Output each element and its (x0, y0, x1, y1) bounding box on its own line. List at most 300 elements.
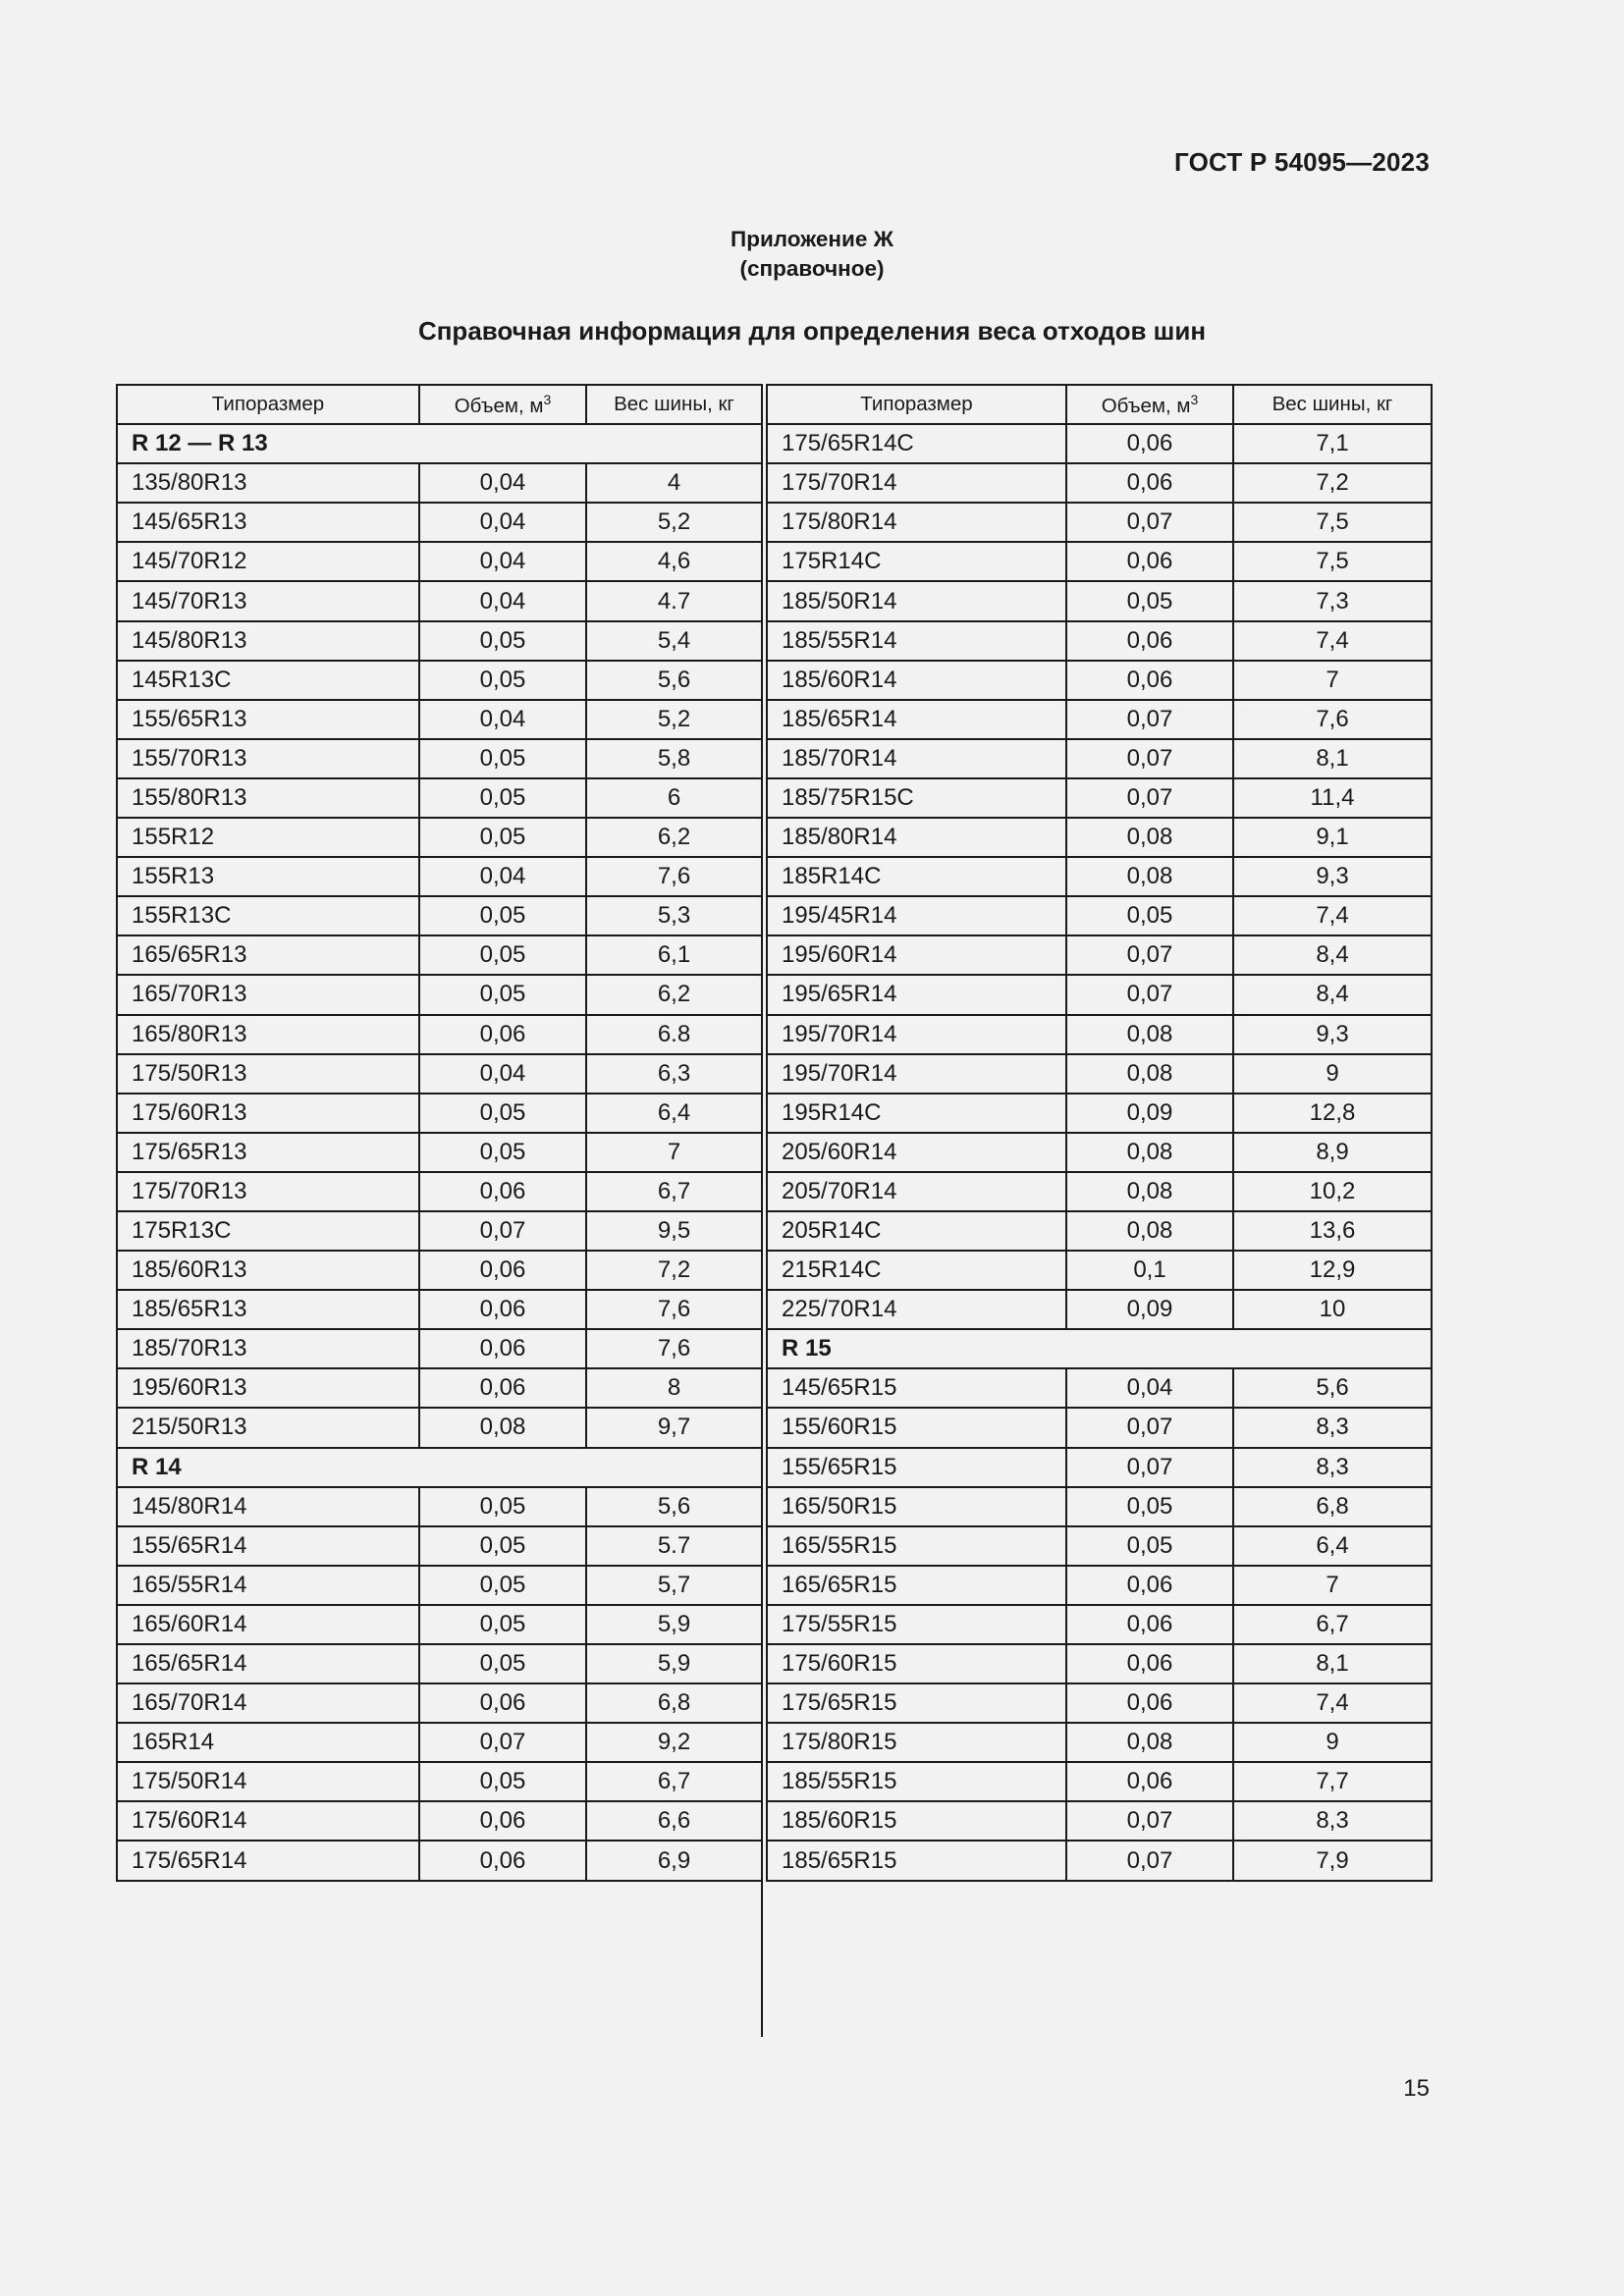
column-header-volume: Объем, $м^3$ (1066, 385, 1233, 424)
weight-cell: 7,5 (1233, 503, 1432, 542)
volume-cell: 0,08 (1066, 857, 1233, 896)
weight-cell: 9,2 (586, 1723, 762, 1762)
table-row (117, 1723, 762, 1762)
table-row (767, 1015, 1432, 1054)
volume-cell: 0,05 (419, 621, 586, 661)
size-cell: 145/65R15 (767, 1368, 1066, 1408)
table-row (117, 975, 762, 1014)
weight-cell: 5,9 (586, 1644, 762, 1683)
size-cell: 185/75R15C (767, 778, 1066, 818)
size-cell: 205R14C (767, 1211, 1066, 1251)
size-cell: 165R14 (117, 1723, 419, 1762)
volume-cell: 0,04 (419, 463, 586, 503)
size-cell: 165/50R15 (767, 1487, 1066, 1526)
table-row (117, 1841, 762, 1880)
table-row (117, 1054, 762, 1094)
volume-cell: 0,05 (1066, 1526, 1233, 1566)
weight-cell: 9 (1233, 1723, 1432, 1762)
weight-cell: 9,5 (586, 1211, 762, 1251)
group-row (767, 1329, 1432, 1368)
weight-cell: 7 (586, 1133, 762, 1172)
table-row (117, 896, 762, 935)
size-cell: 135/80R13 (117, 463, 419, 503)
weight-cell: 12,9 (1233, 1251, 1432, 1290)
table-row (767, 424, 1432, 463)
annex-heading (0, 225, 1624, 284)
table-row (117, 1487, 762, 1526)
weight-cell: 8,3 (1233, 1408, 1432, 1447)
table-row (117, 1094, 762, 1133)
volume-cell: 0,05 (419, 1605, 586, 1644)
volume-cell: 0,08 (419, 1408, 586, 1447)
volume-cell: 0,06 (1066, 1762, 1233, 1801)
table-row (767, 1723, 1432, 1762)
table-row (767, 503, 1432, 542)
weight-cell: 9,3 (1233, 857, 1432, 896)
size-cell: 175/65R15 (767, 1683, 1066, 1723)
weight-cell: 7 (1233, 1566, 1432, 1605)
table-row (117, 739, 762, 778)
weight-cell: 5,4 (586, 621, 762, 661)
weight-cell: 6,7 (1233, 1605, 1432, 1644)
weight-cell: 6.8 (586, 1015, 762, 1054)
volume-cell: 0,07 (1066, 503, 1233, 542)
size-cell: 195/70R14 (767, 1015, 1066, 1054)
table-row (767, 1841, 1432, 1880)
volume-cell: 0,05 (1066, 1487, 1233, 1526)
weight-cell: 5,8 (586, 739, 762, 778)
size-cell: 145R13C (117, 661, 419, 700)
table-row (767, 1251, 1432, 1290)
weight-cell: 6,2 (586, 975, 762, 1014)
table-row (767, 463, 1432, 503)
volume-cell: 0,04 (419, 503, 586, 542)
table-row (117, 542, 762, 581)
table-row (117, 1644, 762, 1683)
weight-cell: 12,8 (1233, 1094, 1432, 1133)
volume-cell: 0,07 (419, 1723, 586, 1762)
table-row (117, 1211, 762, 1251)
volume-cell: 0,08 (1066, 1211, 1233, 1251)
volume-cell: 0,05 (419, 661, 586, 700)
annex-kind: (справочное) (739, 256, 885, 281)
size-cell: 175/50R14 (117, 1762, 419, 1801)
weight-cell: 7,2 (1233, 463, 1432, 503)
size-cell: 175/70R13 (117, 1172, 419, 1211)
volume-cell: 0,07 (1066, 700, 1233, 739)
table-row (117, 1683, 762, 1723)
volume-cell: 0,05 (419, 1526, 586, 1566)
document-code: ГОСТ Р 54095—2023 (1174, 147, 1430, 177)
size-cell: 185/65R13 (117, 1290, 419, 1329)
volume-cell: 0,05 (419, 1094, 586, 1133)
size-cell: 195/60R14 (767, 935, 1066, 975)
size-cell: 175/65R14C (767, 424, 1066, 463)
volume-cell: 0,09 (1066, 1290, 1233, 1329)
group-label: R 14 (117, 1448, 762, 1487)
table-row (767, 1683, 1432, 1723)
weight-cell: 5,3 (586, 896, 762, 935)
volume-cell: 0,06 (419, 1683, 586, 1723)
weight-cell: 7,9 (1233, 1841, 1432, 1880)
weight-cell: 7,3 (1233, 581, 1432, 620)
table-row (117, 1329, 762, 1368)
volume-cell: 0,06 (419, 1801, 586, 1841)
size-cell: 195/70R14 (767, 1054, 1066, 1094)
volume-cell: 0,06 (1066, 1566, 1233, 1605)
size-cell: 185/60R13 (117, 1251, 419, 1290)
table-row (767, 1094, 1432, 1133)
volume-cell: 0,07 (1066, 778, 1233, 818)
volume-cell: 0,07 (1066, 1801, 1233, 1841)
volume-cell: 0,07 (1066, 975, 1233, 1014)
weight-cell: 10 (1233, 1290, 1432, 1329)
table-row (117, 1015, 762, 1054)
size-cell: 155R12 (117, 818, 419, 857)
volume-cell: 0,07 (419, 1211, 586, 1251)
column-header-size: Типоразмер (117, 385, 419, 424)
table-row (767, 1526, 1432, 1566)
size-cell: 145/80R13 (117, 621, 419, 661)
weight-cell: 6 (586, 778, 762, 818)
volume-cell: 0,06 (1066, 661, 1233, 700)
weight-cell: 8,1 (1233, 739, 1432, 778)
weight-cell: 9,7 (586, 1408, 762, 1447)
size-cell: 165/80R13 (117, 1015, 419, 1054)
weight-cell: 7,6 (586, 857, 762, 896)
weight-cell: 7,7 (1233, 1762, 1432, 1801)
weight-cell: 7,4 (1233, 621, 1432, 661)
volume-cell: 0,05 (1066, 896, 1233, 935)
weight-cell: 10,2 (1233, 1172, 1432, 1211)
group-label: R 15 (767, 1329, 1432, 1368)
weight-cell: 9 (1233, 1054, 1432, 1094)
group-label: R 12 — R 13 (117, 424, 762, 463)
volume-cell: 0,04 (419, 700, 586, 739)
size-cell: 155/65R15 (767, 1448, 1066, 1487)
weight-cell: 7,4 (1233, 1683, 1432, 1723)
weight-cell: 5,7 (586, 1566, 762, 1605)
size-cell: 165/65R15 (767, 1566, 1066, 1605)
volume-cell: 0,06 (1066, 621, 1233, 661)
table-header-row (767, 385, 1432, 424)
volume-cell: 0,06 (1066, 1683, 1233, 1723)
weight-cell: 7 (1233, 661, 1432, 700)
volume-cell: 0,04 (419, 1054, 586, 1094)
size-cell: 185/65R14 (767, 700, 1066, 739)
volume-cell: 0,05 (419, 1762, 586, 1801)
table-row (117, 463, 762, 503)
size-cell: 215R14C (767, 1251, 1066, 1290)
size-cell: 175/65R14 (117, 1841, 419, 1880)
weight-cell: 6,1 (586, 935, 762, 975)
size-cell: 175/55R15 (767, 1605, 1066, 1644)
tire-table-left (116, 384, 763, 1882)
size-cell: 145/65R13 (117, 503, 419, 542)
volume-cell: 0,08 (1066, 818, 1233, 857)
weight-cell: 11,4 (1233, 778, 1432, 818)
column-header-size: Типоразмер (767, 385, 1066, 424)
volume-cell: 0,08 (1066, 1054, 1233, 1094)
table-row (117, 1526, 762, 1566)
weight-cell: 5,6 (586, 661, 762, 700)
volume-cell: 0,04 (419, 581, 586, 620)
size-cell: 185/55R15 (767, 1762, 1066, 1801)
volume-cell: 0,08 (1066, 1015, 1233, 1054)
size-cell: 145/70R12 (117, 542, 419, 581)
group-row (117, 1448, 762, 1487)
size-cell: 165/65R14 (117, 1644, 419, 1683)
size-cell: 155R13C (117, 896, 419, 935)
size-cell: 175/50R13 (117, 1054, 419, 1094)
weight-cell: 7,6 (586, 1290, 762, 1329)
weight-cell: 6,7 (586, 1762, 762, 1801)
table-row (117, 1368, 762, 1408)
volume-cell: 0,05 (419, 1133, 586, 1172)
size-cell: 175/80R15 (767, 1723, 1066, 1762)
volume-cell: 0,04 (419, 857, 586, 896)
table-row (117, 1172, 762, 1211)
size-cell: 155/70R13 (117, 739, 419, 778)
weight-cell: 7,6 (586, 1329, 762, 1368)
table-row (767, 581, 1432, 620)
table-row (117, 503, 762, 542)
table-row (117, 1566, 762, 1605)
size-cell: 165/60R14 (117, 1605, 419, 1644)
size-cell: 175/60R14 (117, 1801, 419, 1841)
weight-cell: 5,9 (586, 1605, 762, 1644)
table-row (767, 1605, 1432, 1644)
size-cell: 215/50R13 (117, 1408, 419, 1447)
size-cell: 155/80R13 (117, 778, 419, 818)
volume-cell: 0,07 (1066, 1448, 1233, 1487)
volume-cell: 0,06 (419, 1368, 586, 1408)
size-cell: 175/60R15 (767, 1644, 1066, 1683)
weight-cell: 8,4 (1233, 935, 1432, 975)
size-cell: 165/70R13 (117, 975, 419, 1014)
table-row (767, 935, 1432, 975)
volume-cell: 0,05 (419, 1487, 586, 1526)
table-row (767, 1408, 1432, 1447)
table-row (117, 581, 762, 620)
weight-cell: 9,1 (1233, 818, 1432, 857)
size-cell: 185/60R14 (767, 661, 1066, 700)
volume-cell: 0,06 (419, 1841, 586, 1880)
volume-cell: 0,08 (1066, 1723, 1233, 1762)
size-cell: 165/70R14 (117, 1683, 419, 1723)
weight-cell: 4,6 (586, 542, 762, 581)
weight-cell: 6,6 (586, 1801, 762, 1841)
table-row (767, 1566, 1432, 1605)
size-cell: 165/55R14 (117, 1566, 419, 1605)
table-row (117, 621, 762, 661)
volume-cell: 0,08 (1066, 1133, 1233, 1172)
table-row (117, 700, 762, 739)
table-row (767, 1762, 1432, 1801)
weight-cell: 7,2 (586, 1251, 762, 1290)
table-row (767, 700, 1432, 739)
size-cell: 195/60R13 (117, 1368, 419, 1408)
volume-cell: 0,06 (419, 1251, 586, 1290)
table-row (767, 896, 1432, 935)
table-row (117, 1133, 762, 1172)
volume-cell: 0,05 (419, 896, 586, 935)
volume-cell: 0,04 (419, 542, 586, 581)
volume-cell: 0,05 (1066, 581, 1233, 620)
weight-cell: 8,9 (1233, 1133, 1432, 1172)
weight-cell: 6,9 (586, 1841, 762, 1880)
table-row (767, 1172, 1432, 1211)
volume-cell: 0,06 (1066, 1644, 1233, 1683)
size-cell: 175R13C (117, 1211, 419, 1251)
table-row (767, 1644, 1432, 1683)
volume-cell: 0,05 (419, 935, 586, 975)
table-row (767, 1368, 1432, 1408)
table-row (117, 818, 762, 857)
volume-cell: 0,06 (419, 1329, 586, 1368)
size-cell: 185R14C (767, 857, 1066, 896)
table-row (767, 661, 1432, 700)
table-header-row (117, 385, 762, 424)
volume-cell: 0,06 (1066, 542, 1233, 581)
table-row (117, 778, 762, 818)
size-cell: 175/65R13 (117, 1133, 419, 1172)
weight-cell: 6,8 (586, 1683, 762, 1723)
weight-cell: 5.7 (586, 1526, 762, 1566)
table-row (767, 818, 1432, 857)
column-header-volume: Объем, $м^3$ (419, 385, 586, 424)
size-cell: 155/65R14 (117, 1526, 419, 1566)
size-cell: 155R13 (117, 857, 419, 896)
volume-cell: 0,1 (1066, 1251, 1233, 1290)
size-cell: 195/45R14 (767, 896, 1066, 935)
table-row (767, 1133, 1432, 1172)
page-title: Справочная информация для определения веса отходов шин (417, 316, 1207, 346)
table-row (767, 1290, 1432, 1329)
volume-cell: 0,06 (1066, 1605, 1233, 1644)
size-cell: 205/70R14 (767, 1172, 1066, 1211)
size-cell: 185/70R14 (767, 739, 1066, 778)
table-row (117, 1408, 762, 1447)
tire-table-right (766, 384, 1433, 1882)
weight-cell: 6,4 (1233, 1526, 1432, 1566)
weight-cell: 8 (586, 1368, 762, 1408)
size-cell: 155/60R15 (767, 1408, 1066, 1447)
size-cell: 185/80R14 (767, 818, 1066, 857)
weight-cell: 4 (586, 463, 762, 503)
table-row (767, 542, 1432, 581)
size-cell: 185/50R14 (767, 581, 1066, 620)
size-cell: 185/65R15 (767, 1841, 1066, 1880)
weight-cell: 7,5 (1233, 542, 1432, 581)
group-row (117, 424, 762, 463)
volume-cell: 0,09 (1066, 1094, 1233, 1133)
weight-cell: 8,3 (1233, 1801, 1432, 1841)
weight-cell: 5,2 (586, 700, 762, 739)
weight-cell: 8,4 (1233, 975, 1432, 1014)
weight-cell: 6,8 (1233, 1487, 1432, 1526)
size-cell: 195/65R14 (767, 975, 1066, 1014)
weight-cell: 7,6 (1233, 700, 1432, 739)
size-cell: 145/70R13 (117, 581, 419, 620)
size-cell: 175/70R14 (767, 463, 1066, 503)
column-header-weight: Вес шины, кг (1233, 385, 1432, 424)
weight-cell: 8,3 (1233, 1448, 1432, 1487)
weight-cell: 8,1 (1233, 1644, 1432, 1683)
weight-cell: 5,6 (586, 1487, 762, 1526)
size-cell: 165/55R15 (767, 1526, 1066, 1566)
table-row (767, 621, 1432, 661)
weight-cell: 6,7 (586, 1172, 762, 1211)
size-cell: 205/60R14 (767, 1133, 1066, 1172)
size-cell: 185/70R13 (117, 1329, 419, 1368)
table-row (117, 935, 762, 975)
table-row (117, 661, 762, 700)
size-cell: 145/80R14 (117, 1487, 419, 1526)
volume-cell: 0,08 (1066, 1172, 1233, 1211)
annex-title: Приложение Ж (731, 227, 893, 251)
table-row (117, 1290, 762, 1329)
volume-cell: 0,06 (419, 1172, 586, 1211)
table-row (767, 778, 1432, 818)
column-header-weight: Вес шины, кг (586, 385, 762, 424)
volume-cell: 0,05 (419, 739, 586, 778)
volume-cell: 0,05 (419, 1566, 586, 1605)
volume-cell: 0,05 (419, 818, 586, 857)
volume-cell: 0,05 (419, 1644, 586, 1683)
table-row (117, 857, 762, 896)
volume-cell: 0,06 (1066, 463, 1233, 503)
size-cell: 155/65R13 (117, 700, 419, 739)
volume-cell: 0,07 (1066, 935, 1233, 975)
weight-cell: 5,6 (1233, 1368, 1432, 1408)
table-row (117, 1605, 762, 1644)
volume-cell: 0,07 (1066, 739, 1233, 778)
weight-cell: 9,3 (1233, 1015, 1432, 1054)
size-cell: 185/60R15 (767, 1801, 1066, 1841)
weight-cell: 6,4 (586, 1094, 762, 1133)
table-row (117, 1251, 762, 1290)
weight-cell: 13,6 (1233, 1211, 1432, 1251)
volume-cell: 0,07 (1066, 1408, 1233, 1447)
size-cell: 175R14C (767, 542, 1066, 581)
volume-cell: 0,05 (419, 778, 586, 818)
size-cell: 165/65R13 (117, 935, 419, 975)
volume-cell: 0,06 (419, 1015, 586, 1054)
weight-cell: 5,2 (586, 503, 762, 542)
table-row (767, 1487, 1432, 1526)
volume-cell: 0,07 (1066, 1841, 1233, 1880)
weight-cell: 7,1 (1233, 424, 1432, 463)
size-cell: 225/70R14 (767, 1290, 1066, 1329)
volume-cell: 0,04 (1066, 1368, 1233, 1408)
volume-cell: 0,05 (419, 975, 586, 1014)
volume-cell: 0,06 (419, 1290, 586, 1329)
table-row (767, 739, 1432, 778)
volume-cell: 0,06 (1066, 424, 1233, 463)
weight-cell: 6,3 (586, 1054, 762, 1094)
weight-cell: 4.7 (586, 581, 762, 620)
size-cell: 175/80R14 (767, 503, 1066, 542)
table-row (767, 1211, 1432, 1251)
weight-cell: 7,4 (1233, 896, 1432, 935)
table-row (767, 1448, 1432, 1487)
table-row (117, 1801, 762, 1841)
table-row (767, 975, 1432, 1014)
size-cell: 195R14C (767, 1094, 1066, 1133)
page-number: 15 (1403, 2075, 1430, 2102)
table-row (117, 1762, 762, 1801)
